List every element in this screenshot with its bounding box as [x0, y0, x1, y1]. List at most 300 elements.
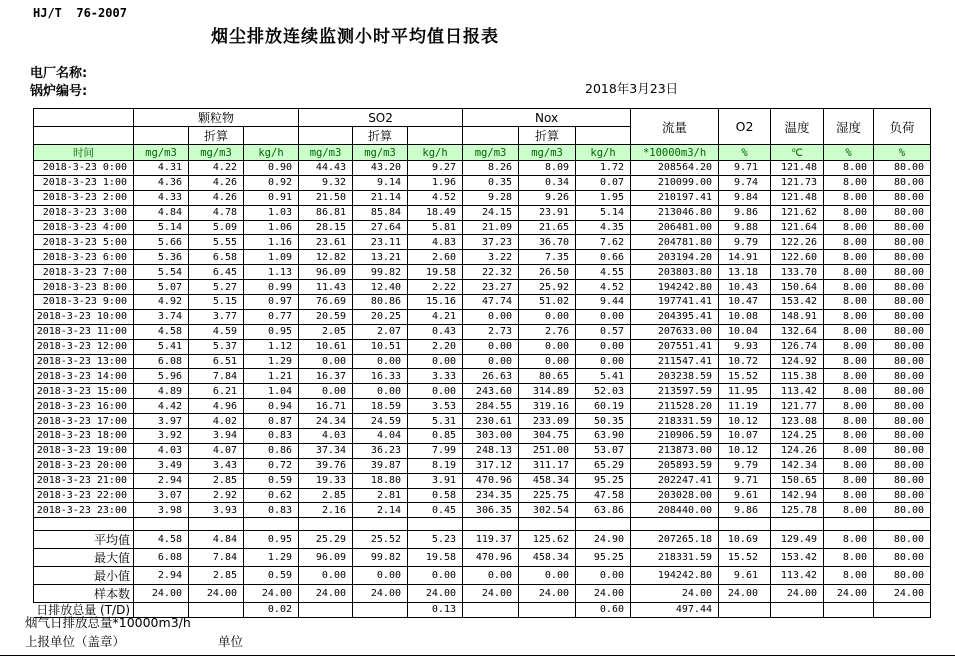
- value-cell: 80.00: [874, 339, 931, 354]
- value-cell: 0.00: [408, 354, 463, 369]
- value-cell: 4.42: [134, 399, 189, 414]
- col-group-nox: Nox: [463, 109, 631, 127]
- value-cell: 13.21: [353, 250, 408, 265]
- value-cell: 8.00: [824, 488, 874, 503]
- value-cell: 19.58: [408, 549, 463, 567]
- value-cell: 9.79: [719, 458, 771, 473]
- value-cell: 96.09: [299, 265, 353, 280]
- value-cell: 5.36: [134, 250, 189, 265]
- value-cell: 95.25: [576, 473, 631, 488]
- header-empty-cell: [34, 127, 134, 145]
- value-cell: 5.96: [134, 369, 189, 384]
- value-cell: 0.77: [244, 309, 299, 324]
- value-cell: 4.58: [134, 324, 189, 339]
- value-cell: 5.37: [189, 339, 244, 354]
- value-cell: 284.55: [463, 399, 519, 414]
- value-cell: 3.49: [134, 458, 189, 473]
- table-row: [34, 295, 931, 310]
- value-cell: 8.00: [824, 369, 874, 384]
- value-cell: [771, 603, 824, 618]
- data-rows: [34, 161, 931, 533]
- value-cell: 1.21: [244, 369, 299, 384]
- value-cell: 80.00: [874, 503, 931, 518]
- value-cell: 208440.00: [631, 503, 719, 518]
- value-cell: 22.32: [463, 265, 519, 280]
- value-cell: 95.25: [576, 549, 631, 567]
- value-cell: [463, 603, 519, 618]
- value-cell: 23.91: [519, 205, 576, 220]
- value-cell: 0.00: [463, 309, 519, 324]
- value-cell: 2.16: [299, 503, 353, 518]
- value-cell: 24.90: [576, 531, 631, 549]
- table-row: [34, 235, 931, 250]
- value-cell: 80.00: [874, 265, 931, 280]
- summary-row-label: [34, 567, 134, 585]
- header-empty-cell: [463, 127, 519, 145]
- summary-row: [34, 567, 931, 585]
- value-cell: 10.07: [719, 429, 771, 444]
- summary-row: [34, 585, 931, 603]
- value-cell: 150.64: [771, 280, 824, 295]
- value-cell: 43.20: [353, 161, 408, 176]
- value-cell: 225.75: [519, 488, 576, 503]
- value-cell: 80.00: [874, 429, 931, 444]
- value-cell: 207265.18: [631, 531, 719, 549]
- value-cell: 4.03: [299, 429, 353, 444]
- value-cell: 80.00: [874, 414, 931, 429]
- table-row: [34, 384, 931, 399]
- time-cell: 2018-3-23 4:00: [34, 220, 134, 235]
- summary-row-label-text: 样本数: [93, 587, 130, 601]
- value-cell: 16.33: [353, 369, 408, 384]
- value-cell: 218331.59: [631, 414, 719, 429]
- value-cell: 8.00: [824, 295, 874, 310]
- value-cell: 0.00: [519, 309, 576, 324]
- unit-so2-kgh: kg/h: [408, 145, 463, 161]
- unit-so2-converted-mgm3: mg/m3: [353, 145, 408, 161]
- table-row: [34, 414, 931, 429]
- value-cell: 80.00: [874, 205, 931, 220]
- value-cell: 470.96: [463, 473, 519, 488]
- page-title: 烟尘排放连续监测小时平均值日报表: [211, 27, 499, 47]
- value-cell: 0.00: [299, 384, 353, 399]
- table-row: [34, 369, 931, 384]
- value-cell: 1.16: [244, 235, 299, 250]
- value-cell: 207633.00: [631, 324, 719, 339]
- value-cell: 9.26: [519, 190, 576, 205]
- value-cell: 3.94: [189, 429, 244, 444]
- value-cell: 203803.80: [631, 265, 719, 280]
- value-cell: 2.81: [353, 488, 408, 503]
- value-cell: 202247.41: [631, 473, 719, 488]
- time-cell: 2018-3-23 23:00: [34, 503, 134, 518]
- value-cell: 5.15: [189, 295, 244, 310]
- value-cell: 4.36: [134, 175, 189, 190]
- value-cell: 0.13: [408, 603, 463, 618]
- value-cell: 203238.59: [631, 369, 719, 384]
- value-cell: 8.19: [408, 458, 463, 473]
- value-cell: 8.00: [824, 531, 874, 549]
- value-cell: 80.00: [874, 220, 931, 235]
- value-cell: 458.34: [519, 473, 576, 488]
- value-cell: 5.27: [189, 280, 244, 295]
- value-cell: 80.00: [874, 488, 931, 503]
- value-cell: 6.08: [134, 549, 189, 567]
- reporting-unit-label: 上报单位（盖章）: [25, 634, 126, 649]
- value-cell: 121.64: [771, 220, 824, 235]
- value-cell: 10.72: [719, 354, 771, 369]
- value-cell: 20.25: [353, 309, 408, 324]
- time-cell: 2018-3-23 1:00: [34, 175, 134, 190]
- table-row: [34, 324, 931, 339]
- value-cell: 8.00: [824, 265, 874, 280]
- value-cell: 4.55: [576, 265, 631, 280]
- value-cell: 80.00: [874, 399, 931, 414]
- value-cell: 303.00: [463, 429, 519, 444]
- value-cell: 4.84: [189, 531, 244, 549]
- summary-row-label-text: 日排放总量 (T/D): [36, 603, 130, 617]
- time-cell: 2018-3-23 11:00: [34, 324, 134, 339]
- value-cell: 9.27: [408, 161, 463, 176]
- value-cell: 99.82: [353, 265, 408, 280]
- value-cell: 6.51: [189, 354, 244, 369]
- value-cell: 4.02: [189, 414, 244, 429]
- value-cell: 24.00: [874, 585, 931, 603]
- value-cell: 153.42: [771, 295, 824, 310]
- time-column-header: 时间: [34, 145, 134, 161]
- value-cell: 2.20: [408, 339, 463, 354]
- time-cell: 2018-3-23 5:00: [34, 235, 134, 250]
- value-cell: 2.22: [408, 280, 463, 295]
- value-cell: 2.85: [189, 567, 244, 585]
- value-cell: 6.21: [189, 384, 244, 399]
- value-cell: 8.00: [824, 414, 874, 429]
- value-cell: 4.59: [189, 324, 244, 339]
- unit-pm-kgh: kg/h: [244, 145, 299, 161]
- unit-so2-mgm3: mg/m3: [299, 145, 353, 161]
- value-cell: 8.00: [824, 205, 874, 220]
- value-cell: 0.43: [408, 324, 463, 339]
- value-cell: 24.00: [463, 585, 519, 603]
- value-cell: 204781.80: [631, 235, 719, 250]
- value-cell: 0.00: [576, 567, 631, 585]
- plant-name-label: 电厂名称:: [30, 66, 88, 81]
- value-cell: 0.95: [244, 531, 299, 549]
- value-cell: 0.00: [463, 339, 519, 354]
- value-cell: 0.00: [299, 567, 353, 585]
- header-empty-cell: [299, 127, 353, 145]
- value-cell: 1.12: [244, 339, 299, 354]
- value-cell: 121.48: [771, 161, 824, 176]
- value-cell: 23.11: [353, 235, 408, 250]
- value-cell: 63.90: [576, 429, 631, 444]
- unit-o2: %: [719, 145, 771, 161]
- value-cell: 3.74: [134, 309, 189, 324]
- value-cell: 0.59: [244, 473, 299, 488]
- value-cell: 80.00: [874, 473, 931, 488]
- value-cell: 2.05: [299, 324, 353, 339]
- value-cell: 10.04: [719, 324, 771, 339]
- value-cell: 12.40: [353, 280, 408, 295]
- header-empty-cell: [408, 127, 463, 145]
- value-cell: 129.49: [771, 531, 824, 549]
- value-cell: 304.75: [519, 429, 576, 444]
- value-cell: 6.08: [134, 354, 189, 369]
- value-cell: 0.00: [353, 567, 408, 585]
- value-cell: 3.92: [134, 429, 189, 444]
- value-cell: 80.00: [874, 458, 931, 473]
- value-cell: 10.69: [719, 531, 771, 549]
- value-cell: 96.09: [299, 549, 353, 567]
- value-cell: 317.12: [463, 458, 519, 473]
- value-cell: 0.91: [244, 190, 299, 205]
- time-cell: 2018-3-23 16:00: [34, 399, 134, 414]
- value-cell: 208564.20: [631, 161, 719, 176]
- value-cell: 80.86: [353, 295, 408, 310]
- value-cell: 12.82: [299, 250, 353, 265]
- header-empty-cell: [576, 127, 631, 145]
- value-cell: 19.33: [299, 473, 353, 488]
- value-cell: 3.98: [134, 503, 189, 518]
- value-cell: [353, 603, 408, 618]
- table-row: [34, 354, 931, 369]
- value-cell: 0.00: [463, 354, 519, 369]
- table-row: [34, 399, 931, 414]
- value-cell: 0.97: [244, 295, 299, 310]
- value-cell: 24.00: [519, 585, 576, 603]
- table-row: [34, 339, 931, 354]
- value-cell: 80.00: [874, 235, 931, 250]
- value-cell: 0.99: [244, 280, 299, 295]
- value-cell: 311.17: [519, 458, 576, 473]
- value-cell: 4.89: [134, 384, 189, 399]
- table-row: [34, 488, 931, 503]
- value-cell: 4.03: [134, 443, 189, 458]
- value-cell: 18.80: [353, 473, 408, 488]
- time-cell: 2018-3-23 20:00: [34, 458, 134, 473]
- value-cell: 1.03: [244, 205, 299, 220]
- value-cell: 4.07: [189, 443, 244, 458]
- value-cell: 24.00: [824, 585, 874, 603]
- converted-label-nox: 折算: [519, 127, 576, 145]
- value-cell: 194242.80: [631, 280, 719, 295]
- value-cell: 8.00: [824, 161, 874, 176]
- value-cell: 9.88: [719, 220, 771, 235]
- value-cell: 5.09: [189, 220, 244, 235]
- value-cell: 9.74: [719, 175, 771, 190]
- value-cell: 8.00: [824, 429, 874, 444]
- value-cell: 119.37: [463, 531, 519, 549]
- value-cell: 23.27: [463, 280, 519, 295]
- value-cell: 0.45: [408, 503, 463, 518]
- value-cell: [299, 603, 353, 618]
- value-cell: 142.34: [771, 458, 824, 473]
- value-cell: 194242.80: [631, 567, 719, 585]
- value-cell: 248.13: [463, 443, 519, 458]
- value-cell: 8.00: [824, 235, 874, 250]
- value-cell: 302.54: [519, 503, 576, 518]
- value-cell: 37.34: [299, 443, 353, 458]
- value-cell: 24.00: [299, 585, 353, 603]
- standard-code: HJ/T 76-2007: [33, 6, 127, 20]
- value-cell: 0.07: [576, 175, 631, 190]
- value-cell: 25.92: [519, 280, 576, 295]
- value-cell: 0.92: [244, 175, 299, 190]
- value-cell: 0.87: [244, 414, 299, 429]
- value-cell: 8.00: [824, 190, 874, 205]
- header-empty-cell: [34, 109, 134, 127]
- value-cell: 24.00: [189, 585, 244, 603]
- value-cell: 210906.59: [631, 429, 719, 444]
- table-row: [34, 443, 931, 458]
- value-cell: 15.52: [719, 369, 771, 384]
- value-cell: 65.29: [576, 458, 631, 473]
- col-group-so2: SO2: [299, 109, 463, 127]
- value-cell: 0.57: [576, 324, 631, 339]
- value-cell: 15.16: [408, 295, 463, 310]
- value-cell: 4.21: [408, 309, 463, 324]
- value-cell: 213046.80: [631, 205, 719, 220]
- value-cell: 26.63: [463, 369, 519, 384]
- value-cell: 8.00: [824, 399, 874, 414]
- value-cell: 121.62: [771, 205, 824, 220]
- time-cell: 2018-3-23 3:00: [34, 205, 134, 220]
- table-row: [34, 161, 931, 176]
- value-cell: 3.33: [408, 369, 463, 384]
- value-cell: 115.38: [771, 369, 824, 384]
- value-cell: 113.42: [771, 384, 824, 399]
- value-cell: 5.55: [189, 235, 244, 250]
- value-cell: 24.00: [631, 585, 719, 603]
- col-header-flow: 流量: [631, 109, 719, 145]
- value-cell: 2.73: [463, 324, 519, 339]
- value-cell: 50.35: [576, 414, 631, 429]
- value-cell: 8.00: [824, 384, 874, 399]
- value-cell: 9.61: [719, 567, 771, 585]
- report-table: [33, 108, 931, 533]
- value-cell: 26.50: [519, 265, 576, 280]
- value-cell: 28.15: [299, 220, 353, 235]
- value-cell: 3.53: [408, 399, 463, 414]
- value-cell: 8.00: [824, 280, 874, 295]
- value-cell: 3.77: [189, 309, 244, 324]
- unit-load: %: [874, 145, 931, 161]
- value-cell: 207551.41: [631, 339, 719, 354]
- value-cell: 0.62: [244, 488, 299, 503]
- value-cell: 4.92: [134, 295, 189, 310]
- value-cell: 142.94: [771, 488, 824, 503]
- value-cell: 24.00: [576, 585, 631, 603]
- value-cell: 0.35: [463, 175, 519, 190]
- value-cell: 230.61: [463, 414, 519, 429]
- value-cell: 9.71: [719, 473, 771, 488]
- value-cell: 21.50: [299, 190, 353, 205]
- value-cell: 39.76: [299, 458, 353, 473]
- value-cell: 211547.41: [631, 354, 719, 369]
- unit-pm-mgm3: mg/m3: [134, 145, 189, 161]
- value-cell: 8.00: [824, 175, 874, 190]
- value-cell: 44.43: [299, 161, 353, 176]
- table-row: [34, 205, 931, 220]
- value-cell: 7.84: [189, 549, 244, 567]
- unit-nox-kgh: kg/h: [576, 145, 631, 161]
- unit-pm-converted-mgm3: mg/m3: [189, 145, 244, 161]
- value-cell: 5.81: [408, 220, 463, 235]
- value-cell: [824, 603, 874, 618]
- value-cell: 121.48: [771, 190, 824, 205]
- value-cell: 36.23: [353, 443, 408, 458]
- value-cell: 2.94: [134, 473, 189, 488]
- value-cell: 3.93: [189, 503, 244, 518]
- value-cell: 0.94: [244, 399, 299, 414]
- summary-row: [34, 531, 931, 549]
- value-cell: 306.35: [463, 503, 519, 518]
- value-cell: 8.00: [824, 549, 874, 567]
- time-cell: 2018-3-23 19:00: [34, 443, 134, 458]
- value-cell: 10.12: [719, 414, 771, 429]
- col-header-humidity: 湿度: [824, 109, 874, 145]
- value-cell: 213873.00: [631, 443, 719, 458]
- summary-rows: [34, 531, 931, 618]
- unit-nox-converted-mgm3: mg/m3: [519, 145, 576, 161]
- value-cell: 4.52: [408, 190, 463, 205]
- converted-label-pm: 折算: [189, 127, 244, 145]
- time-cell: 2018-3-23 2:00: [34, 190, 134, 205]
- value-cell: 0.95: [244, 324, 299, 339]
- value-cell: 5.66: [134, 235, 189, 250]
- summary-row-label-text: 平均值: [93, 533, 130, 547]
- table-row: [34, 190, 931, 205]
- time-cell: 2018-3-23 18:00: [34, 429, 134, 444]
- time-cell: 2018-3-23 21:00: [34, 473, 134, 488]
- value-cell: 0.86: [244, 443, 299, 458]
- value-cell: 8.09: [519, 161, 576, 176]
- value-cell: 0.60: [576, 603, 631, 618]
- value-cell: 9.84: [719, 190, 771, 205]
- value-cell: 124.92: [771, 354, 824, 369]
- time-cell: 2018-3-23 13:00: [34, 354, 134, 369]
- value-cell: 2.14: [353, 503, 408, 518]
- value-cell: 4.33: [134, 190, 189, 205]
- value-cell: 80.00: [874, 280, 931, 295]
- value-cell: 0.02: [244, 603, 299, 618]
- value-cell: 80.00: [874, 190, 931, 205]
- value-cell: 0.00: [353, 384, 408, 399]
- summary-row-label: [34, 549, 134, 567]
- value-cell: [874, 603, 931, 618]
- value-cell: 0.83: [244, 503, 299, 518]
- report-date: 2018年3月23日: [585, 81, 679, 96]
- value-cell: 2.85: [189, 473, 244, 488]
- value-cell: 121.77: [771, 399, 824, 414]
- value-cell: 19.58: [408, 265, 463, 280]
- value-cell: 0.90: [244, 161, 299, 176]
- value-cell: 234.35: [463, 488, 519, 503]
- table-row: [34, 220, 931, 235]
- value-cell: 8.00: [824, 473, 874, 488]
- value-cell: 0.85: [408, 429, 463, 444]
- value-cell: 6.58: [189, 250, 244, 265]
- value-cell: 125.62: [519, 531, 576, 549]
- value-cell: 125.78: [771, 503, 824, 518]
- value-cell: 24.00: [244, 585, 299, 603]
- value-cell: 5.41: [134, 339, 189, 354]
- value-cell: 2.85: [299, 488, 353, 503]
- table-row: [34, 250, 931, 265]
- value-cell: 8.00: [824, 458, 874, 473]
- value-cell: 9.93: [719, 339, 771, 354]
- value-cell: 0.34: [519, 175, 576, 190]
